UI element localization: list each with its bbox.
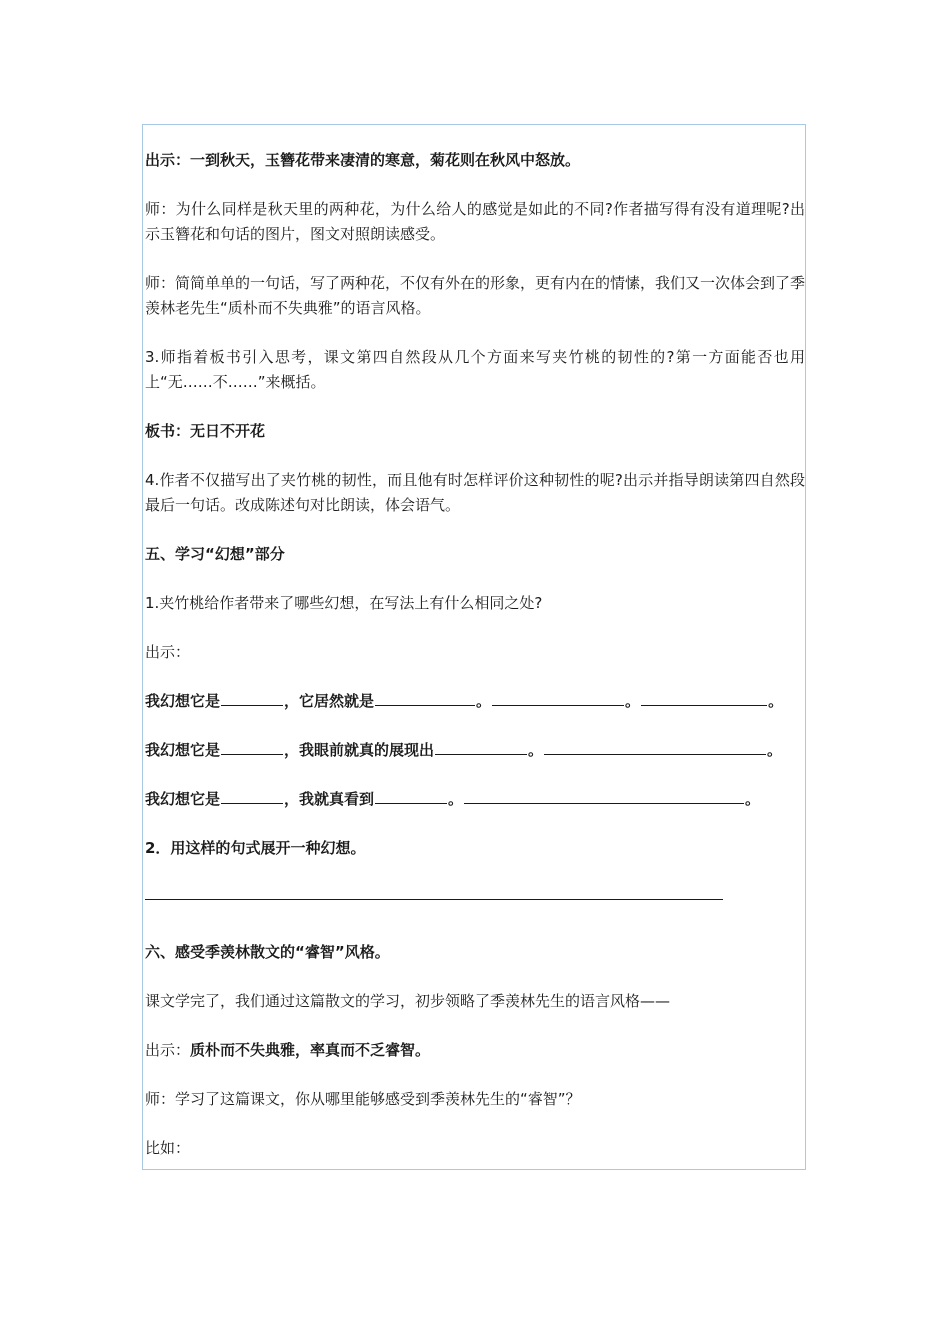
style-summary: 质朴而不失典雅，率真而不乏睿智。 <box>190 1041 431 1059</box>
paragraph-step-4: 4.作者不仅描写出了夹竹桃的韧性，而且他有时怎样评价这种韧性的呢?出示并指导朗读第四自然段最后一句话。改成陈述句对比朗读，体会语气。 <box>145 471 805 514</box>
fill-text: 。 <box>768 692 784 710</box>
show-label: 出示： <box>145 1041 191 1059</box>
fill-text: ，我眼前就真的展现出 <box>284 741 435 759</box>
fill-text: 。 <box>528 741 544 759</box>
paragraph-show-label: 出示： <box>145 643 191 661</box>
fill-text: 我幻想它是 <box>145 692 221 710</box>
fill-blank <box>221 787 283 804</box>
fill-text: ，我就真看到 <box>284 790 375 808</box>
paragraph-fantasy-question: 1.夹竹桃给作者带来了哪些幻想，在写法上有什么相同之处? <box>145 594 543 612</box>
paragraph-teacher-wisdom-question: 师：学习了这篇课文，你从哪里能够感受到季羡林先生的“睿智”？ <box>145 1090 581 1108</box>
fill-text: 我幻想它是 <box>145 790 221 808</box>
paragraph-step-3: 3.师指着板书引入思考，课文第四自然段从几个方面来写夹竹桃的韧性的?第一方面能否也用上“无……不……”来概括。 <box>145 348 805 391</box>
fill-blank <box>641 689 767 706</box>
fill-text: 。 <box>767 741 783 759</box>
answer-line <box>145 899 723 900</box>
fill-blank <box>375 689 475 706</box>
paragraph-exercise-2: 2．用这样的句式展开一种幻想。 <box>145 839 366 857</box>
paragraph-teacher-summary: 师：简简单单的一句话，写了两种花，不仅有外在的形象，更有内在的情愫，我们又一次体会到了季羡林老先生“质朴而不失典雅”的语言风格。 <box>145 274 806 317</box>
paragraph-show-sentence: 出示：一到秋天，玉簪花带来凄清的寒意，菊花则在秋风中怒放。 <box>145 151 581 169</box>
document-body <box>145 148 805 1185</box>
fill-blank <box>544 738 766 755</box>
fill-blank <box>221 738 283 755</box>
fill-sentence-3 <box>145 787 805 812</box>
section-heading-wisdom: 六、感受季羡林散文的“睿智”风格。 <box>145 943 390 961</box>
fill-blank <box>492 689 624 706</box>
section-heading-fantasy: 五、学习“幻想”部分 <box>145 545 285 563</box>
fill-text: 我幻想它是 <box>145 741 221 759</box>
fill-blank <box>375 787 447 804</box>
fill-text: 。 <box>448 790 464 808</box>
fill-blank <box>435 738 527 755</box>
fill-text: 。 <box>745 790 761 808</box>
fill-sentence-1 <box>145 689 805 714</box>
fill-sentence-2 <box>145 738 805 763</box>
fill-blank <box>464 787 744 804</box>
paragraph-show-style <box>145 1038 805 1063</box>
fill-text: 。 <box>625 692 641 710</box>
fill-blank <box>221 689 283 706</box>
fill-text: 。 <box>476 692 492 710</box>
fill-text: ，它居然就是 <box>284 692 375 710</box>
paragraph-teacher-question: 师：为什么同样是秋天里的两种花，为什么给人的感觉是如此的不同?作者描写得有没有道理呢?出示玉簪花和句话的图片，图文对照朗读感受。 <box>145 200 805 243</box>
paragraph-board-writing: 板书：无日不开花 <box>145 422 266 440</box>
paragraph-lesson-summary: 课文学完了，我们通过这篇散文的学习，初步领略了季羡林先生的语言风格—— <box>145 992 671 1010</box>
paragraph-for-example: 比如： <box>145 1139 191 1157</box>
